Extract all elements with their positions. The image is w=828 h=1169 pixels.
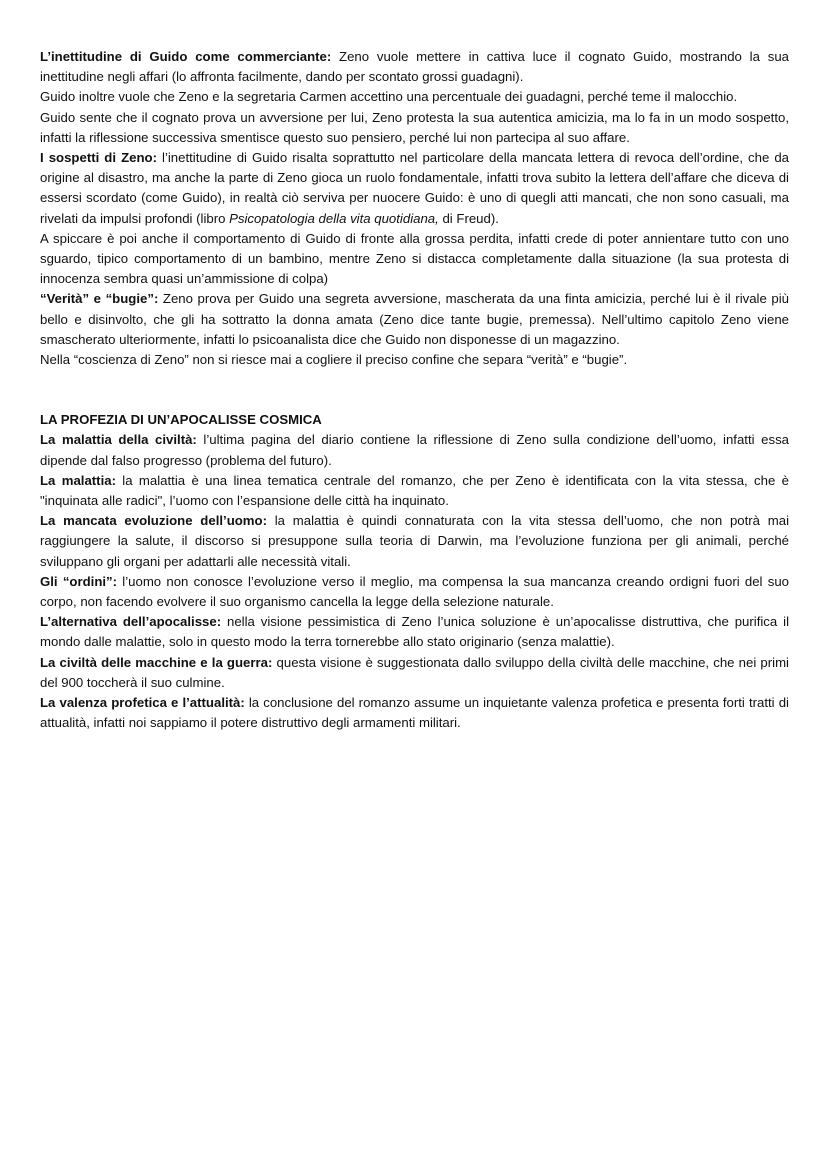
paragraph-heading: La mancata evoluzione dell’uomo: [40,513,267,529]
paragraph-comportamento [40,229,789,290]
paragraph-text: di Freud). [438,210,499,226]
paragraph-text: questa visione è suggestionata dallo sviluppo della civiltà delle macchine, che nei primi del 900 toccherà il suo culmine. [40,654,789,690]
paragraph-text: Guido inoltre vuole che Zeno e la segretaria Carmen accettino una percentuale dei guadagni, perché teme il malocchio. [40,89,738,105]
paragraph-text: la malattia è quindi connaturata con la vita stessa dell’uomo, che non potrà mai raggiungere la salute, il discorso si presuppone sulla teoria di Darwin, ma l’evoluzione funziona per gli animali, perché sviluppano gli organi per adattarli alle necessità vitali. [40,513,790,569]
section-spacer [40,370,789,410]
paragraph-text: A spiccare è poi anche il comportamento di Guido di fronte alla grossa perdita, infatti crede di poter annientare tutto con uno sguardo, tipico comportamento di un bambino, mentre Zeno si distacca completamente dalla situazione (la sua protesta di innocenza sembra quasi un’ammissione di colpa) [40,230,789,287]
paragraph-malattia [40,471,789,511]
paragraph-ordini [40,572,789,612]
paragraph-text: Guido sente che il cognato prova un avversione per lui, Zeno protesta la sua autentica amicizia, ma lo fa in un modo sospetto, infatti la riflessione successiva smentisce questo suo pensiero, perché lui non partecipa al suo affare. [40,109,789,145]
paragraph-heading: La civiltà delle macchine e la guerra: [40,654,273,670]
paragraph-text: l’inettitudine di Guido risalta soprattutto nel particolare della mancata lettera di revoca dell’ordine, che da origine al disastro, ma anche la parte di Zeno gioca un ruolo fondamentale, infatti trova subito la lettera dell’affare che diceva di essersi scordato (come Guido), in realtà ciò serviva per nuocere Guido: è uno di quegli atti mancati, che non sono casuali, ma rivelati da impulsi profondi (libro [40,150,790,226]
paragraph-text: nella visione pessimistica di Zeno l’unica soluzione è un’apocalisse distruttiva, che purifica il mondo dalle malattie, solo in questo modo la terra tornerebbe allo stato originario (senza malattie). [40,614,790,650]
paragraph-text: l’uomo non conosce l’evoluzione verso il meglio, ma compensa la sua mancanza creando ordigni fuori del suo corpo, non facendo evolvere il suo organismo cancella la legge della selezione naturale. [40,573,789,610]
paragraph-heading: La malattia della civiltà: [40,432,197,448]
paragraph-heading: Gli “ordini”: [40,573,118,589]
document-page [40,47,789,734]
paragraph-heading: “Verità” e “bugie”: [40,291,159,307]
paragraph-heading: L’inettitudine di Guido come commerciante: [40,49,332,64]
paragraph-text: Zeno prova per Guido una segreta avversione, mascherata da una finta amicizia, perché lui è il rivale più bello e disinvolto, che gli ha sottratto la donna amata (Zeno dice tante bugie, premessa). Nell’ultimo capitolo Zeno viene smascherato ulteriormente, infatti lo psicoanalista dice che Guido non disponesse di un magazzino. [40,291,789,347]
paragraph-macchine-guerra [40,653,789,693]
paragraph-verita-bugie [40,289,789,350]
paragraph-avversione [40,108,789,148]
paragraph-coscienza [40,350,789,370]
paragraph-inettitudine [40,47,789,87]
paragraph-heading: La valenza profetica e l’attualità: [40,695,245,711]
paragraph-heading: La malattia: [40,472,116,488]
book-title: Psicopatologia della vita quotidiana, [229,210,439,226]
paragraph-heading: L’alternativa dell’apocalisse: [40,614,222,630]
paragraph-mancata-evoluzione [40,511,789,572]
paragraph-text: Nella “coscienza di Zeno” non si riesce mai a cogliere il preciso confine che separa “verità” e “bugie”. [40,352,628,368]
paragraph-sospetti [40,148,789,229]
paragraph-text: Zeno vuole mettere in cattiva luce il cognato Guido, mostrando la sua inettitudine negli affari (lo affronta facilmente, dando per scontato grossi guadagni). [40,49,789,85]
paragraph-valenza-profetica [40,693,789,733]
paragraph-apocalisse [40,612,789,652]
paragraph-text: la conclusione del romanzo assume un inquietante valenza profetica e presenta forti tratti di attualità, infatti noi sappiamo il potere distruttivo degli armamenti militari. [40,695,789,731]
paragraph-text: l’ultima pagina del diario contiene la riflessione di Zeno sulla condizione dell’uomo, infatti essa dipende dal falso progresso (problema del futuro). [40,432,789,468]
paragraph-malattia-civilta [40,430,789,470]
paragraph-text: la malattia è una linea tematica centrale del romanzo, che per Zeno è identificata con la vita stessa, che è "inquinata alle radici", l’uomo con l’espansione delle città ha inquinato. [40,472,789,509]
paragraph-heading: I sospetti di Zeno: [40,150,157,166]
paragraph-malocchio [40,87,789,107]
section-heading: LA PROFEZIA DI UN’APOCALISSE COSMICA [40,412,322,428]
